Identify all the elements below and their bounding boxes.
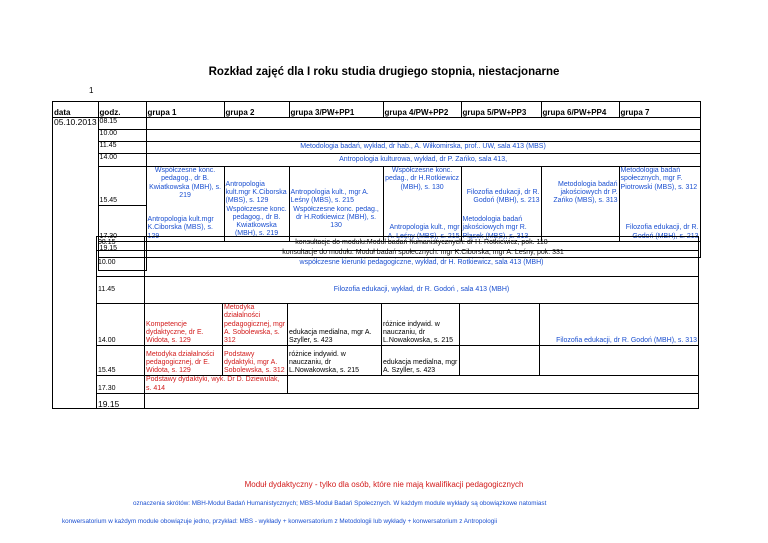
- date-day-1: 05.10.2013: [53, 118, 99, 271]
- time-slot: 19.15: [97, 394, 145, 409]
- class-cell: Antropologia kult.mgr K.Ciborska (MBS), s. 129: [224, 167, 289, 206]
- class-cell: Współczesne konc. pedag., dr H.Rotkiewicz (MBH), s. 130: [383, 167, 461, 206]
- class-cell: Antropologia kult., mgr A. Leśny (MBS), s. 215: [289, 167, 383, 206]
- time-slot: 08.15: [97, 237, 145, 251]
- lecture-metodologia: Metodologia badań, wykład, dr hab., A. Wiłkomirska, prof.. UW, sala 413 (MBS): [146, 142, 700, 154]
- time-slot: 11.45: [98, 142, 146, 154]
- date-column-day-2: [53, 237, 97, 409]
- class-cell: Współczesne konc. pedagog., dr B. Kwiatkowska (MBH), s. 219: [146, 167, 224, 206]
- header-grupa-1: grupa 1: [146, 102, 224, 118]
- class-cell: Antropologia kult.mgr K.Ciborska (MBS), s. 129: [146, 206, 224, 242]
- class-cell: Antropologia kult., mgr A. Leśny (MBS), s. 215: [383, 206, 461, 242]
- time-slot: 17.30: [97, 376, 145, 394]
- time-slot: 15.45: [97, 346, 145, 376]
- empty-row: [146, 130, 700, 142]
- note-konwersatorium: konwersatorium w każdym module obowiązuje jedno, przykład: MBS - wykłady + konwersatorium z Metodologii lub wykłady + konwersatorium z Antropologii: [62, 518, 498, 525]
- lecture-wspolczesne-kierunki: współczesne kierunki pedagogiczne, wykład, dr H. Rotkiewicz, sala 413 (MBH): [145, 251, 699, 277]
- time-slot: 10.00: [97, 251, 145, 277]
- row-number: 1: [89, 86, 94, 95]
- class-cell: edukacja medialna, mgr A. Szyller, s. 423: [288, 304, 382, 346]
- header-grupa-6: grupa 6/PW+PP4: [541, 102, 619, 118]
- header-godz: godz.: [98, 102, 146, 118]
- time-slot: 14.00: [97, 304, 145, 346]
- empty-cell: [288, 376, 699, 394]
- class-cell: Metodologia badań społecznych, mgr F. Piotrowski (MBS), s. 312: [619, 167, 700, 206]
- time-slot: 15.45: [98, 167, 146, 206]
- header-data: data: [53, 102, 99, 118]
- class-cell: Kompetencje dydaktyczne, dr E. Widota, s. 129: [145, 304, 223, 346]
- class-cell: Metodyka działalności pedagogicznej, mgr A. Sobolewska, s. 312: [223, 304, 288, 346]
- lecture-filozofia: Filozofia edukacji, wykład, dr R. Godoń , sala 413 (MBH): [145, 277, 699, 304]
- class-cell: Metodologia badań jakościowych dr P. Zańko (MBS), s. 313: [541, 167, 619, 206]
- empty-cell: [460, 346, 540, 376]
- header-grupa-4: grupa 4/PW+PP2: [383, 102, 461, 118]
- time-slot: 19.15: [98, 242, 146, 258]
- class-cell: Współczesne konc. pedag., dr H.Rotkiewicz (MBH), s. 130: [289, 206, 383, 242]
- empty-cell: [540, 346, 699, 376]
- class-cell: różnice indywid. w nauczaniu, dr L.Nowakowska, s. 215: [382, 304, 460, 346]
- header-grupa-3: grupa 3/PW+PP1: [289, 102, 383, 118]
- class-cell: edukacja medialna, mgr A. Szyller, s. 423: [382, 346, 460, 376]
- time-slot: 08.15: [98, 118, 146, 130]
- empty-row: [146, 118, 700, 130]
- time-slot: 11.45: [97, 277, 145, 304]
- time-slot: 14.00: [98, 154, 146, 167]
- note-modul-dydaktyczny: Moduł dydaktyczny - tylko dla osób, które nie mają kwalifikacji pedagogicznych: [244, 480, 524, 489]
- konsultacje-mbs: konsultacje do modułu: Moduł badań społecznych: mgr K.Ciborska, mgr A. Leśny, pok. 331: [146, 242, 700, 258]
- class-cell: Metodyka działalności pedagogicznej, dr E. Widota, s. 129: [145, 346, 223, 376]
- time-slot: 17.30: [98, 206, 146, 242]
- empty-row: [145, 394, 699, 409]
- class-cell: Współczesne konc. pedagog., dr B. Kwiatkowska (MBH), s. 219: [224, 206, 289, 242]
- class-cell: Filozofia edukacji, dr R. Godoń (MBH), s. 213: [461, 167, 541, 206]
- header-grupa-5: grupa 5/PW+PP3: [461, 102, 541, 118]
- header-grupa-7: grupa 7: [619, 102, 700, 118]
- class-cell: Filozofia edukacji, dr R. Godoń (MBH), s. 213: [619, 206, 700, 242]
- empty-cell: [460, 304, 540, 346]
- class-cell: Metodologia badań jakościowych mgr R. Pląsek (MBS), s. 313: [461, 206, 541, 242]
- class-cell: Podstawy dydaktyki, mgr A. Sobolewska, s. 312: [223, 346, 288, 376]
- note-abbreviations: oznaczenia skrótów: MBH-Moduł Badań Humanistycznych; MBS-Moduł Badań Społecznych. W każdym module wykłady są obowiązkowe natomiast: [133, 500, 547, 507]
- schedule-table-day2: [52, 236, 699, 409]
- page-title: Rozkład zajęć dla I roku studia drugiego stopnia, niestacjonarne: [208, 66, 560, 78]
- class-cell: różnice indywid. w nauczaniu, dr L.Nowakowska, s. 215: [288, 346, 382, 376]
- class-cell: Filozofia edukacji, dr R. Godoń (MBH), s. 313: [540, 304, 699, 346]
- lecture-antropologia: Antropologia kulturowa, wykład, dr P. Zańko, sala 413,: [146, 154, 700, 167]
- konsultacje-mbh: konsultacje do modułu:Moduł badań humanistycznych: dr H. Rotkiewicz, pok. 118: [145, 237, 699, 251]
- lecture-podstawy-dydaktyki: Podstawy dydaktyki, wyk. Dr D. Dziewulak, s. 414: [145, 376, 288, 394]
- header-grupa-2: grupa 2: [224, 102, 289, 118]
- time-slot: 10.00: [98, 130, 146, 142]
